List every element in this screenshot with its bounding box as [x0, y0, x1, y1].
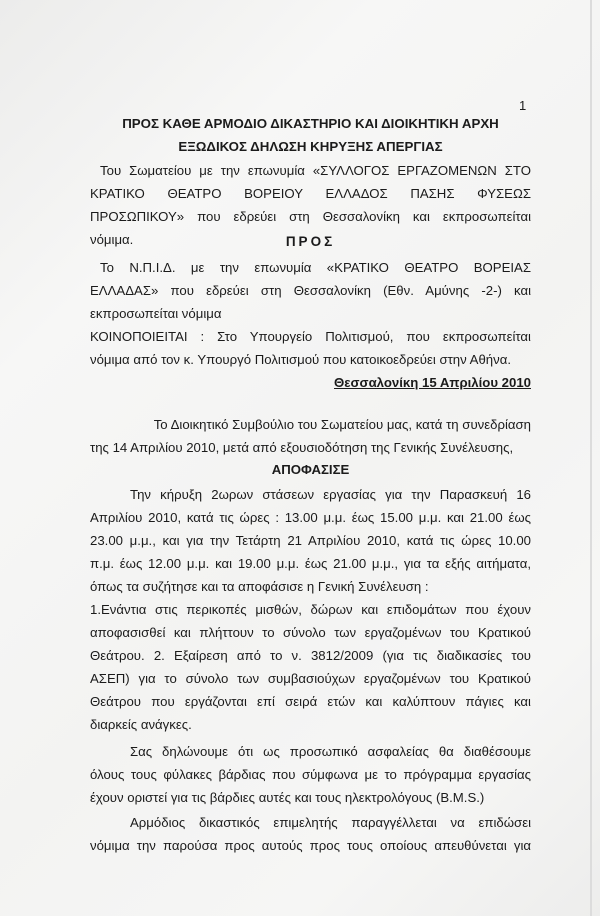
body-line: αποφασισθεί και πλήττουν το σύνολο των εργαζομένων του Κρατικού	[90, 625, 531, 640]
body-line: Την κήρυξη 2ωρων στάσεων εργασίας για την Παρασκευή 16	[130, 487, 531, 502]
body-line: Θεάτρου. 2. Εξαίρεση από το ν. 3812/2009 (για τις διαδικασίες του	[90, 648, 531, 663]
title-addressee: ΠΡΟΣ ΚΑΘΕ ΑΡΜΟΔΙΟ ΔΙΚΑΣΤΗΡΙΟ ΚΑΙ ΔΙΟΙΚΗΤΙΚΗ ΑΡΧΗ	[122, 116, 499, 131]
body-line: 23.00 μ.μ., και για την Τετάρτη 21 Απριλίου 2010, κατά τις ώρες 10.00	[90, 533, 531, 548]
decision-heading: ΑΠΟΦΑΣΙΣΕ	[271, 462, 350, 477]
page-edge-shadow	[590, 0, 592, 916]
intro-line: Το Διοικητικό Συμβούλιο του Σωματείου μας, κατά τη συνεδρίαση	[153, 417, 531, 432]
recipient-line: εκπροσωπείται νόμιμα	[90, 306, 222, 321]
body-line: ΑΣΕΠ) για το σύνολο των συμβασιούχων εργαζομένων του Κρατικού	[90, 671, 531, 686]
body-line: Αρμόδιος δικαστικός επιμελητής παραγγέλλεται να επιδώσει	[130, 815, 531, 830]
body-line: νόμιμα την παρούσα προς αυτούς προς τους οποίους απευθύνεται για	[90, 838, 531, 853]
body-line: έχουν οριστεί για τις βάρδιες αυτές και τους ηλεκτρολόγους (B.M.S.)	[90, 790, 485, 805]
pros-heading: ΠΡΟΣ	[285, 234, 336, 249]
body-line: Θεάτρου που εργάζονται επί σειρά ετών και καλύπτουν πάγιες και	[90, 694, 531, 709]
recipient-line: Το Ν.Π.Ι.Δ. με την επωνυμία «ΚΡΑΤΙΚΟ ΘΕΑΤΡΟ ΒΟΡΕΙΑΣ	[100, 260, 531, 275]
body-line: όπως τα συζήτησε και τα αποφάσισε η Γενική Συνέλευση :	[90, 579, 429, 594]
sender-line: Του Σωματείου με την επωνυμία «ΣΥΛΛΟΓΟΣ ΕΡΓΑΖΟΜΕΝΩΝ ΣΤΟ	[100, 163, 531, 178]
sender-line: ΚΡΑΤΙΚΟ ΘΕΑΤΡΟ ΒΟΡΕΙΟΥ ΕΛΛΑΔΟΣ ΠΑΣΗΣ ΦΥΣΕΩΣ	[90, 186, 531, 201]
date-line: Θεσσαλονίκη 15 Απριλίου 2010	[334, 375, 531, 390]
body-line: π.μ. έως 12.00 μ.μ. και 19.00 μ.μ. έως 21.00 μ.μ., για τα εξής αιτήματα,	[90, 556, 531, 571]
body-line: 1.Ενάντια στις περικοπές μισθών, δώρων και επιδομάτων που έχουν	[90, 602, 531, 617]
recipient-line: ΚΟΙΝΟΠΟΙΕΙΤΑΙ : Στο Υπουργείο Πολιτισμού, που εκπροσωπείται	[90, 329, 531, 344]
intro-line: της 14 Απριλίου 2010, μετά από εξουσιοδότηση της Γενικής Συνέλευσης,	[90, 440, 514, 455]
sender-line: ΠΡΟΣΩΠΙΚΟΥ» που εδρεύει στη Θεσσαλονίκη και εκπροσωπείται	[90, 209, 531, 224]
page-number: 1	[519, 98, 527, 113]
body-line: Απριλίου 2010, κατά τις ώρες : 13.00 μ.μ. έως 15.00 μ.μ. και 21.00 έως	[90, 510, 531, 525]
body-line: Σας δηλώνουμε ότι ως προσωπικό ασφαλείας θα διαθέσουμε	[130, 744, 531, 759]
recipient-line: νόμιμα από τον κ. Υπουργό Πολιτισμού που κατοικοεδρεύει στην Αθήνα.	[90, 352, 511, 367]
sender-line: νόμιμα.	[90, 232, 134, 247]
body-line: διαρκείς ανάγκες.	[90, 717, 192, 732]
body-line: όλους τους φύλακες βάρδιας που σύμφωνα με το πρόγραμμα εργασίας	[90, 767, 531, 782]
title-declaration: ΕΞΩΔΙΚΟΣ ΔΗΛΩΣΗ ΚΗΡΥΞΗΣ ΑΠΕΡΓΙΑΣ	[178, 139, 443, 154]
recipient-line: ΕΛΛΑΔΑΣ» που εδρεύει στη Θεσσαλονίκη (Εθν. Αμύνης -2-) και	[90, 283, 531, 298]
